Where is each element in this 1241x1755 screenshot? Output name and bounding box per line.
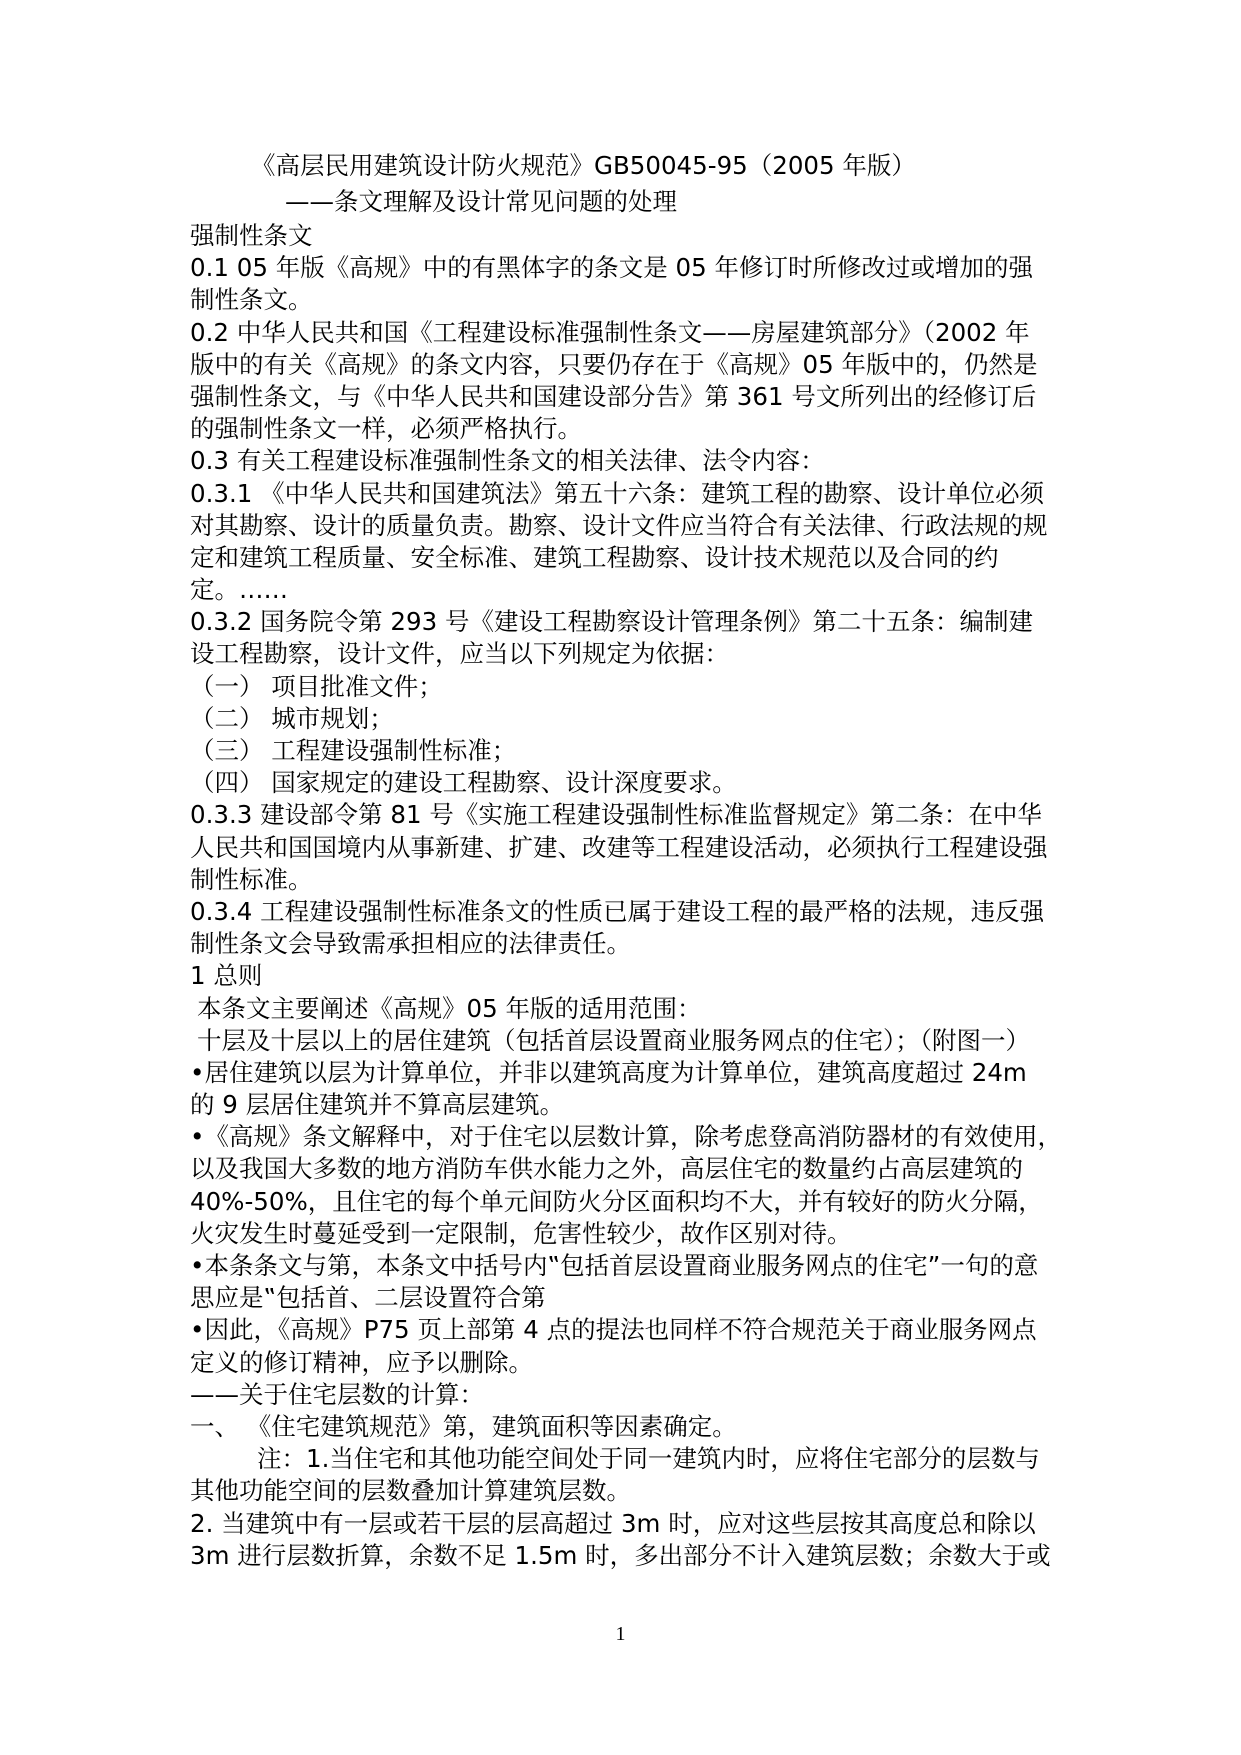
bullet-point	[0, 1057, 1241, 1121]
subheading-floor-count	[0, 1379, 1241, 1411]
basis-list	[0, 671, 1241, 800]
text-line: （三） 工程建设强制性标准；	[190, 736, 517, 765]
clause-0-3-1	[0, 478, 1241, 607]
text-line: 0.3 有关工程建设标准强制性条文的相关法律、法令内容：	[190, 446, 825, 476]
text-line: 制性条文会导致需承担相应的法律责任。	[190, 929, 631, 959]
text-line: 注：1.当住宅和其他功能空间处于同一建筑内时，应将住宅部分的层数与	[257, 1444, 1040, 1474]
text-line: •本条条文与第，本条文中括号内‟包括首层设置商业服务网点的住宅”一句的意	[190, 1251, 1039, 1280]
text-line: 3m 进行层数折算，余数不足 1.5m 时，多出部分不计入建筑层数；余数大于或	[190, 1540, 1051, 1570]
bullet-point	[0, 1314, 1241, 1378]
clause-0-3	[0, 445, 1241, 477]
text-line: •《高规》条文解释中，对于住宅以层数计算，除考虑登高消防器材的有效使用，	[190, 1122, 1062, 1152]
text-line: （四） 国家规定的建设工程勘察、设计深度要求。	[190, 768, 737, 798]
scope-definition	[0, 1025, 1241, 1057]
text-line: •因此，《高规》P75 页上部第 4 点的提法也同样不符合规范关于商业服务网点	[190, 1315, 1037, 1345]
list-item	[0, 767, 1241, 799]
list-item	[0, 735, 1241, 767]
text-line: 制性条文。	[190, 285, 313, 315]
scope-intro	[0, 993, 1241, 1025]
text-line: 定义的修订精神，应予以删除。	[190, 1347, 533, 1377]
text-line: 对其勘察、设计的质量负责。勘察、设计文件应当符合有关法律、行政法规的规	[190, 510, 1048, 540]
text-line: 人民共和国国境内从事新建、扩建、改建等工程建设活动，必须执行工程建设强	[190, 832, 1048, 862]
section-heading-general	[0, 960, 1241, 992]
text-line: 的强制性条文一样，必须严格执行。	[190, 414, 582, 444]
text-line: 思应是‟包括首、二层设置符合第	[190, 1283, 546, 1313]
text-line: 十层及十层以上的居住建筑（包括首层设置商业服务网点的住宅）；（附图一）	[197, 1025, 1030, 1055]
text-line: 定。……	[190, 575, 288, 605]
text-line: （二） 城市规划；	[190, 703, 394, 733]
document-subtitle: ——条文理解及设计常见问题的处理	[285, 187, 677, 216]
document-body	[0, 148, 1241, 1572]
text-line: 版中的有关《高规》的条文内容，只要仍存在于《高规》05 年版中的，仍然是	[190, 349, 1038, 379]
text-line: 以及我国大多数的地方消防车供水能力之外，高层住宅的数量约占高层建筑的	[190, 1154, 1023, 1184]
text-line: 1 总则	[190, 961, 263, 991]
list-item	[0, 671, 1241, 703]
text-line: 0.3.2 国务院令第 293 号《建设工程勘察设计管理条例》第二十五条：编制建	[190, 607, 1033, 637]
text-line: 一、 《住宅建筑规范》第，建筑面积等因素确定。	[190, 1411, 737, 1441]
text-line: 0.3.1 《中华人民共和国建筑法》第五十六条：建筑工程的勘察、设计单位必须	[190, 478, 1045, 508]
bullet-point	[0, 1121, 1241, 1250]
text-line: 40%-50%，且住宅的每个单元间防火分区面积均不大，并有较好的防火分隔，	[190, 1186, 1043, 1216]
document-title: 《高层民用建筑设计防火规范》GB50045-95（2005 年版）	[251, 151, 916, 180]
note	[0, 1443, 1241, 1507]
note-item	[0, 1508, 1241, 1572]
bullet-point	[0, 1250, 1241, 1314]
text-line: 设工程勘察，设计文件，应当以下列规定为依据：	[190, 639, 729, 669]
text-line: 0.1 05 年版《高规》中的有黑体字的条文是 05 年修订时所修改过或增加的强	[190, 253, 1033, 283]
text-line: 本条文主要阐述《高规》05 年版的适用范围：	[197, 993, 702, 1023]
list-item	[0, 1411, 1241, 1443]
text-line: 的 9 层居住建筑并不算高层建筑。	[190, 1090, 565, 1120]
text-line: 火灾发生时蔓延受到一定限制，危害性较少，故作区别对待。	[190, 1218, 852, 1248]
text-line: 强制性条文	[190, 221, 313, 250]
clause-0-2	[0, 317, 1241, 446]
text-line: 2. 当建筑中有一层或若干层的层高超过 3m 时，应对这些层按其高度总和除以	[190, 1508, 1036, 1538]
text-line: 0.3.3 建设部令第 81 号《实施工程建设强制性标准监督规定》第二条：在中华	[190, 800, 1042, 830]
text-line: ——关于住宅层数的计算：	[190, 1379, 484, 1409]
section-heading-mandatory	[0, 220, 1241, 252]
text-line: 定和建筑工程质量、安全标准、建筑工程勘察、设计技术规范以及合同的约	[190, 542, 999, 572]
text-line: 其他功能空间的层数叠加计算建筑层数。	[190, 1476, 631, 1506]
page-number: 1	[615, 1623, 626, 1645]
text-line: 强制性条文，与《中华人民共和国建设部分告》第 361 号文所列出的经修订后	[190, 381, 1037, 411]
clause-0-3-3	[0, 799, 1241, 896]
clause-0-1	[0, 252, 1241, 316]
text-line: 0.2 中华人民共和国《工程建设标准强制性条文——房屋建筑部分》（2002 年	[190, 317, 1030, 347]
text-line: （一） 项目批准文件；	[190, 671, 443, 701]
clause-0-3-2	[0, 606, 1241, 670]
clause-0-3-4	[0, 896, 1241, 960]
list-item	[0, 703, 1241, 735]
text-line: 制性标准。	[190, 864, 313, 894]
text-line: 0.3.4 工程建设强制性标准条文的性质已属于建设工程的最严格的法规，违反强	[190, 896, 1045, 926]
text-line: •居住建筑以层为计算单位，并非以建筑高度为计算单位，建筑高度超过 24m	[190, 1057, 1027, 1087]
